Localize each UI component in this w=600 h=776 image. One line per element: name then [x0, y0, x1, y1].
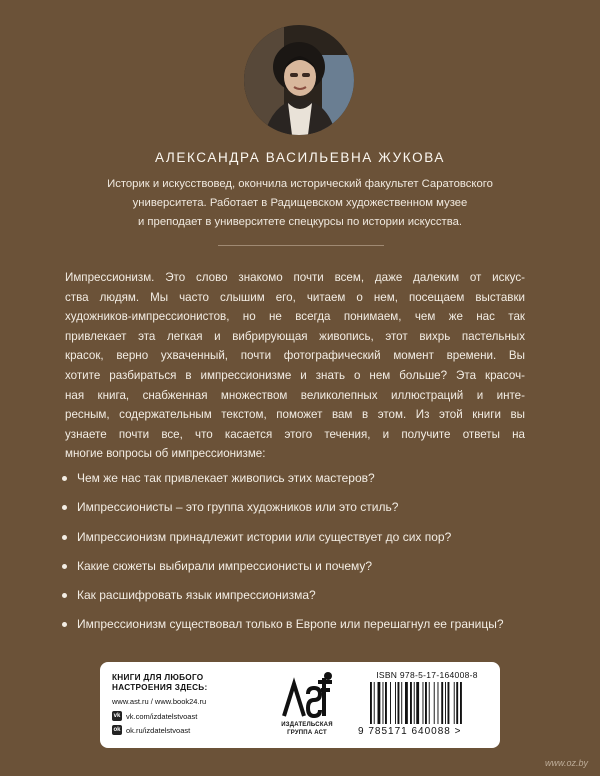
barcode-bar	[416, 682, 419, 724]
intro-line: красок, верно ухваченный, почти фотографический момент времени. Вы	[65, 349, 525, 363]
questions-list	[62, 470, 542, 646]
promo-line: НАСТРОЕНИЯ ЗДЕСЬ:	[112, 683, 208, 692]
bullet-icon	[62, 505, 67, 510]
author-portrait-icon	[244, 25, 354, 135]
bio-line: и преподает в университете спецкурсы по истории искусства.	[137, 216, 463, 228]
barcode-bar	[405, 682, 408, 724]
logo-caption	[272, 722, 342, 737]
question-text: Импрессионизм принадлежит истории или существует до сих пор?	[77, 529, 452, 544]
list-item	[62, 470, 542, 499]
barcode-bar	[429, 682, 430, 724]
intro-line: хотите разбираться в импрессионизме и знать о нем больше? Эта красоч-	[65, 368, 525, 382]
barcode-bar	[395, 682, 396, 724]
list-item	[62, 558, 542, 587]
barcode-bar	[460, 682, 462, 724]
publisher-panel	[100, 662, 500, 748]
list-item	[62, 616, 542, 645]
barcode-bar	[456, 682, 458, 724]
isbn: ISBN 978-5-17-164008-8	[376, 670, 478, 680]
publisher-logo	[272, 670, 342, 742]
intro-line: многие вопросы об импрессионизме:	[65, 447, 266, 461]
barcode-bar	[383, 682, 384, 724]
websites-link[interactable]: www.ast.ru / www.book24.ru	[112, 697, 207, 706]
barcode-bar	[423, 682, 424, 724]
ok-link-text: ok.ru/izdatelstvoast	[126, 725, 191, 735]
barcode-icon	[368, 682, 486, 724]
question-text: Чем же нас так привлекает живопись этих мастеров?	[77, 471, 375, 485]
list-item	[62, 587, 542, 616]
barcode-bar	[454, 682, 455, 724]
promo-line: КНИГИ ДЛЯ ЛЮБОГО	[112, 673, 204, 682]
barcode-bar	[434, 682, 435, 724]
barcode-digits: 9 785171 640088 >	[358, 726, 462, 737]
barcode-bar	[398, 682, 400, 724]
intro-line: Импрессионизм. Это слово знакомо почти всем, даже далеким от искус-	[65, 271, 525, 284]
barcode-bar	[378, 682, 381, 724]
author-name: АЛЕКСАНДРА ВАСИЛЬЕВНА ЖУКОВА	[155, 150, 445, 165]
barcode-bar	[445, 682, 446, 724]
bullet-icon	[62, 476, 67, 481]
intro-paragraph	[65, 268, 525, 464]
promo-title	[112, 673, 208, 693]
logo-caption-line: ИЗДАТЕЛЬСКАЯ	[281, 722, 333, 728]
barcode-bar	[448, 682, 450, 724]
ok-icon: ok	[113, 727, 121, 733]
list-item	[62, 499, 542, 528]
barcode-bar	[410, 682, 412, 724]
barcode-bar	[390, 682, 391, 724]
author-photo	[244, 25, 354, 135]
intro-line: привлекает эта легкая и вибрирующая живопись, этот вихрь пастельных	[65, 329, 525, 343]
bio-line: Историк и искусствовед, окончила исторический факультет Саратовского	[107, 178, 493, 190]
question-text: Импрессионисты – это группа художников или это стиль?	[77, 500, 399, 515]
list-item	[62, 529, 542, 558]
barcode-bar	[401, 682, 402, 724]
vk-link-text: vk.com/izdatelstvoast	[126, 711, 198, 721]
barcode-bar	[425, 682, 427, 724]
bullet-icon	[62, 564, 67, 569]
intro-line: ная книга, снабженная множеством великолепных иллюстраций и инте-	[65, 388, 525, 402]
barcode-bar	[441, 682, 443, 724]
bio-line: университета. Работает в Радищевском художественном музее	[132, 197, 468, 209]
author-bio	[90, 175, 510, 232]
logo-caption-line: ГРУППА АСТ	[287, 729, 327, 736]
barcode-bar	[414, 682, 415, 724]
ok-link[interactable]	[112, 725, 190, 735]
section-divider	[218, 245, 384, 246]
question-text: Импрессионизм существовал только в Европе или перешагнул ее границы?	[77, 617, 504, 632]
bullet-icon	[62, 593, 67, 598]
intro-line: художников-импрессионистов, но не всегда понимаем, чем же нас так	[65, 310, 525, 324]
bullet-icon	[62, 622, 67, 627]
intro-line: ресным, содержательным текстом, поможет вам в этом. Из этой книги вы	[65, 408, 525, 422]
bullet-icon	[62, 535, 67, 540]
question-text: Как расшифровать язык импрессионизма?	[77, 588, 316, 603]
watermark: www.oz.by	[544, 758, 588, 768]
barcode-bar	[385, 682, 387, 724]
vk-icon: vk	[113, 713, 121, 719]
barcode-bar	[374, 682, 375, 724]
barcode-bar	[370, 682, 372, 724]
intro-line: узнаете почти все, что касается этого течения, и получите ответы на	[65, 427, 525, 441]
intro-line: ства людям. Мы часто слышим его, читаем о нем, посещаем выставки	[65, 290, 525, 304]
barcode-bar	[438, 682, 439, 724]
vk-link[interactable]	[112, 711, 197, 721]
ast-logo-icon	[272, 670, 342, 720]
question-text: Какие сюжеты выбирали импрессионисты и почему?	[77, 558, 373, 573]
